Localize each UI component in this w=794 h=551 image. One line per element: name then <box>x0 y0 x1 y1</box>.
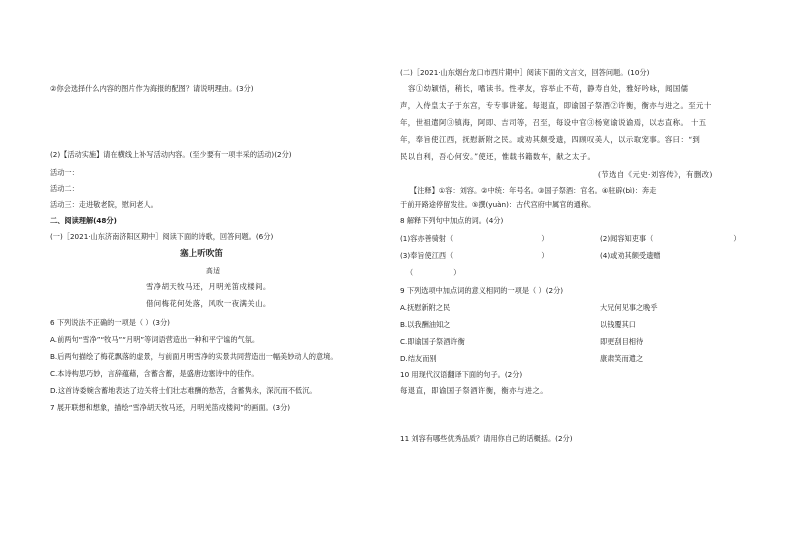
passage-line-3: 年，世祖遣阿③镇海，阿即、吉司等，召至，每设中官③杨宽谕说谕焉，以志直称。 十五 <box>400 118 707 127</box>
question-9-option-b-right: 以钱覆其口 <box>600 320 636 329</box>
question-6-option-a: A.前两句“雪净”“牧马”“月明”等词语营造出一种和平宁谧的气氛。 <box>50 335 260 344</box>
question-8-item-1: (1)容亦善骑射（ ） <box>400 234 549 243</box>
question-activity: (2)【活动实施】请在横线上补写活动内容。(至少要有一项丰采的活动)(2分) <box>50 150 292 159</box>
question-8-item-4-blank: （ ） <box>406 268 461 277</box>
question-6: 6 下列说法不正确的一项是（ ）(3分) <box>50 318 170 327</box>
question-6-option-c: C.本诗构思巧妙，言辞蕴藉，含蓄含蓄，是盛唐边塞诗中的佳作。 <box>50 369 259 378</box>
activity-two: 活动二： <box>50 184 79 193</box>
question-8-item-2: (2)闻容知吏事（ ） <box>600 234 741 243</box>
question-9-option-c-right: 即更刮目相待 <box>600 337 644 346</box>
question-6-option-b: B.后两句描绘了梅花飘落的虚景，与前面月明雪净的实景共同营造出一幅美妙动人的意境。 <box>50 352 338 361</box>
question-9-option-d-right: 康肃笑而遣之 <box>600 354 644 363</box>
passage-notes-2: 于前开路途停留发往。⑤撰(yuàn)：古代宫府中属官的通称。 <box>400 200 596 209</box>
question-8: 8 解释下列句中加点的词。(4分) <box>400 216 504 225</box>
question-9-option-d-left: D.结友而别 <box>400 354 437 363</box>
poem-line-1: 雪净胡天牧马还，月明羌笛戍楼间。 <box>146 282 271 291</box>
question-11: 11 刘容有哪些优秀品质？请用你自己的话概括。(2分) <box>400 434 573 443</box>
question-10: 10 用现代汉语翻译下面的句子。(2分) <box>400 370 523 379</box>
question-7: 7 展开联想和想象，描绘“雪净胡天牧马还，月明羌笛戍楼间”的画面。(3分) <box>50 403 291 412</box>
passage-source: (节选自《元史·刘容传》，有删改) <box>598 170 713 179</box>
part2-intro: (二)［2021·山东烟台龙口市西片期中］阅读下面的文言文，回答问题。(10分) <box>400 68 650 77</box>
passage-line-1: 容①幼颖悟，稍长，嗜读书。性孝友，容举止不苟，静寿自处，雅好吟咏，闻国儒 <box>408 84 689 93</box>
question-9-option-a-right: 大兄何见事之晚乎 <box>600 303 658 312</box>
question-9-option-c-left: C.即谕国子祭酒许衡 <box>400 337 465 346</box>
question-9-option-a-left: A.抚慰新附之民 <box>400 303 451 312</box>
question-9-option-b-left: B.以我酬油知之 <box>400 320 451 329</box>
question-10-sentence: 每退直，即谕国子祭酒许衡，衡亦与进之。 <box>400 386 549 395</box>
part1-intro: (一)［2021·山东济南济阳区期中］阅读下面的诗歌，回答问题。(6分) <box>50 232 274 241</box>
question-image-choice: ②你会选择什么内容的图片作为海报的配图？请说明理由。(3分) <box>50 84 254 93</box>
activity-one: 活动一： <box>50 168 79 177</box>
section-heading: 二、阅读理解(48分) <box>50 216 117 225</box>
passage-notes-1: 【注释】①容：刘容。②中统：年号名。③国子祭酒：官名。④驻辟(bì)：奔走 <box>410 186 657 195</box>
question-8-item-4: (4)或劝其颇受遗赠 <box>600 251 661 260</box>
passage-line-2: 声，入侍皇太子于东宫，专专事讲筵。每退直，即谕国子祭酒②许衡，衡亦与进之。至元十 <box>400 101 712 110</box>
passage-line-4: 年，奉旨使江西，抚慰新附之民。或劝其颇受遗，四顾叹美人，以示取宠事。容曰：“到 <box>400 135 701 144</box>
poem-line-2: 借问梅花何处落，风吹一夜满关山。 <box>146 299 271 308</box>
question-9: 9 下列选项中加点词的意义相同的一项是（ ）(2分) <box>400 286 564 295</box>
activity-three: 活动三：走进敬老院，慰问老人。 <box>50 200 158 209</box>
poem-author: 高适 <box>206 267 221 275</box>
question-8-item-3: (3)奉旨使江西（ ） <box>400 251 549 260</box>
passage-line-5: 民以自利，吾心何安。”使还，惟载书籍数车，献之太子。 <box>400 152 596 161</box>
question-6-option-d: D.这首诗委婉含蓄地表达了边关将士们壮志难酬的愁苦，含蓄隽永，深沉而不低沉。 <box>50 386 317 395</box>
poem-title: 塞上听吹笛 <box>180 249 223 259</box>
